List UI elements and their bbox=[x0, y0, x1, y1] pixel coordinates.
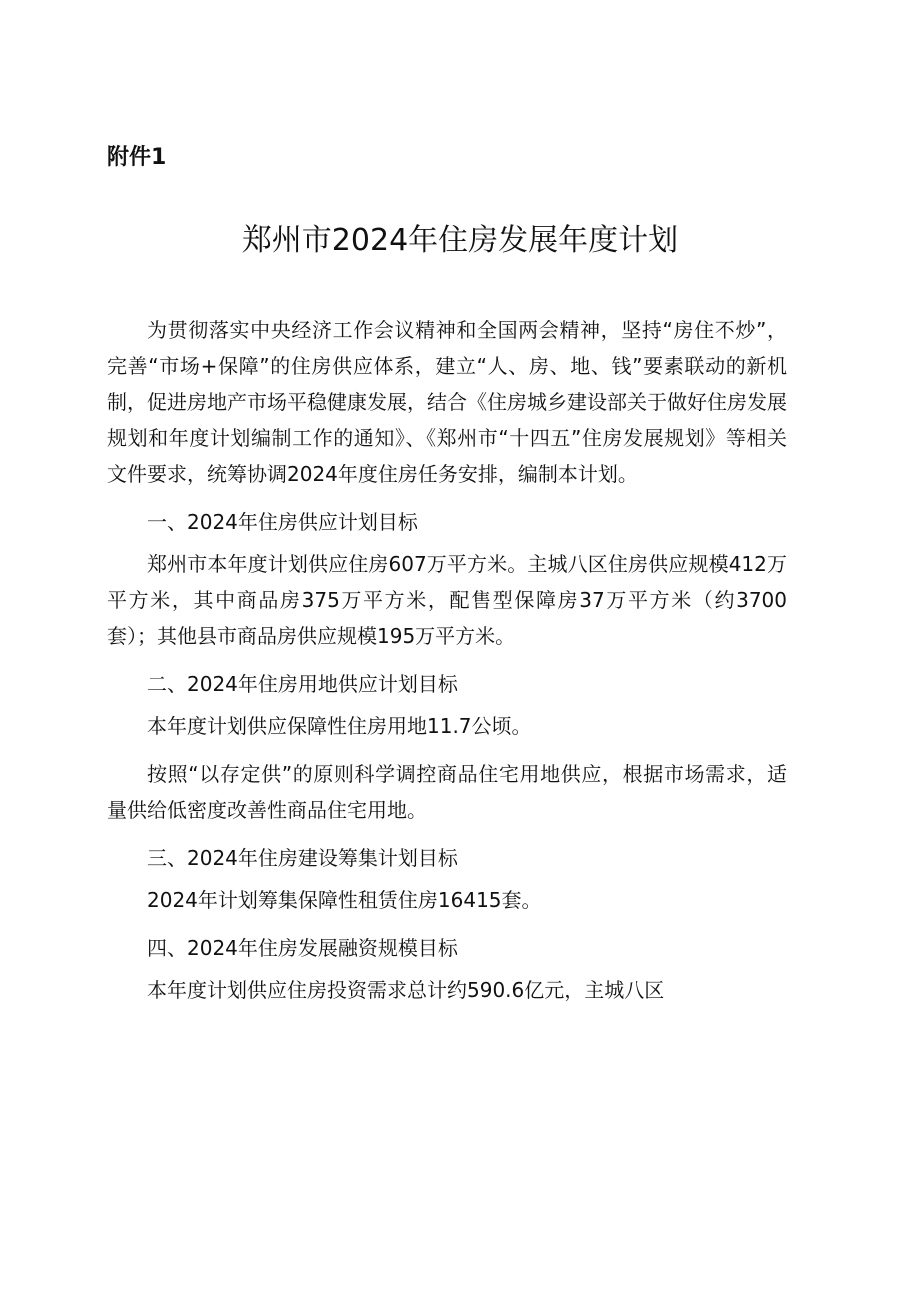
section-2-paragraph-1: 本年度计划供应保障性住房用地11.7公顷。 bbox=[147, 714, 532, 738]
intro-paragraph: 为贯彻落实中央经济工作会议精神和全国两会精神，坚持“房住不炒”，完善“市场+保障”的住房供应体系，建立“人、房、地、钱”要素联动的新机制，促进房地产市场平稳健康发展，结合《住房城乡建设部关于做好住房发展规划和年度计划编制工作的通知》、《郑州市“十四五”住房发展规划》等相关文件要求，统筹协调2024年度住房任务安排，编制本计划。 bbox=[107, 318, 787, 486]
section-heading-3: 三、2024年住房建设筹集计划目标 bbox=[147, 846, 458, 870]
section-heading-4: 四、2024年住房发展融资规模目标 bbox=[147, 936, 458, 960]
section-2-paragraph-2: 按照“以存定供”的原则科学调控商品住宅用地供应，根据市场需求，适量供给低密度改善性商品住宅用地。 bbox=[107, 762, 787, 822]
section-heading-1: 一、2024年住房供应计划目标 bbox=[147, 510, 418, 534]
section-3-paragraph: 2024年计划筹集保障性租赁住房16415套。 bbox=[147, 888, 542, 912]
document-title: 郑州市2024年住房发展年度计划 bbox=[241, 223, 679, 258]
section-4-paragraph: 本年度计划供应住房投资需求总计约590.6亿元，主城八区 bbox=[147, 978, 665, 1002]
section-1-paragraph: 郑州市本年度计划供应住房607万平方米。主城八区住房供应规模412万平方米，其中商品房375万平方米，配售型保障房37万平方米（约3700套）；其他县市商品房供应规模195万平方米。 bbox=[107, 552, 787, 648]
attachment-label: 附件1 bbox=[107, 145, 167, 170]
document-body bbox=[107, 312, 787, 1020]
section-heading-2: 二、2024年住房用地供应计划目标 bbox=[147, 672, 458, 696]
